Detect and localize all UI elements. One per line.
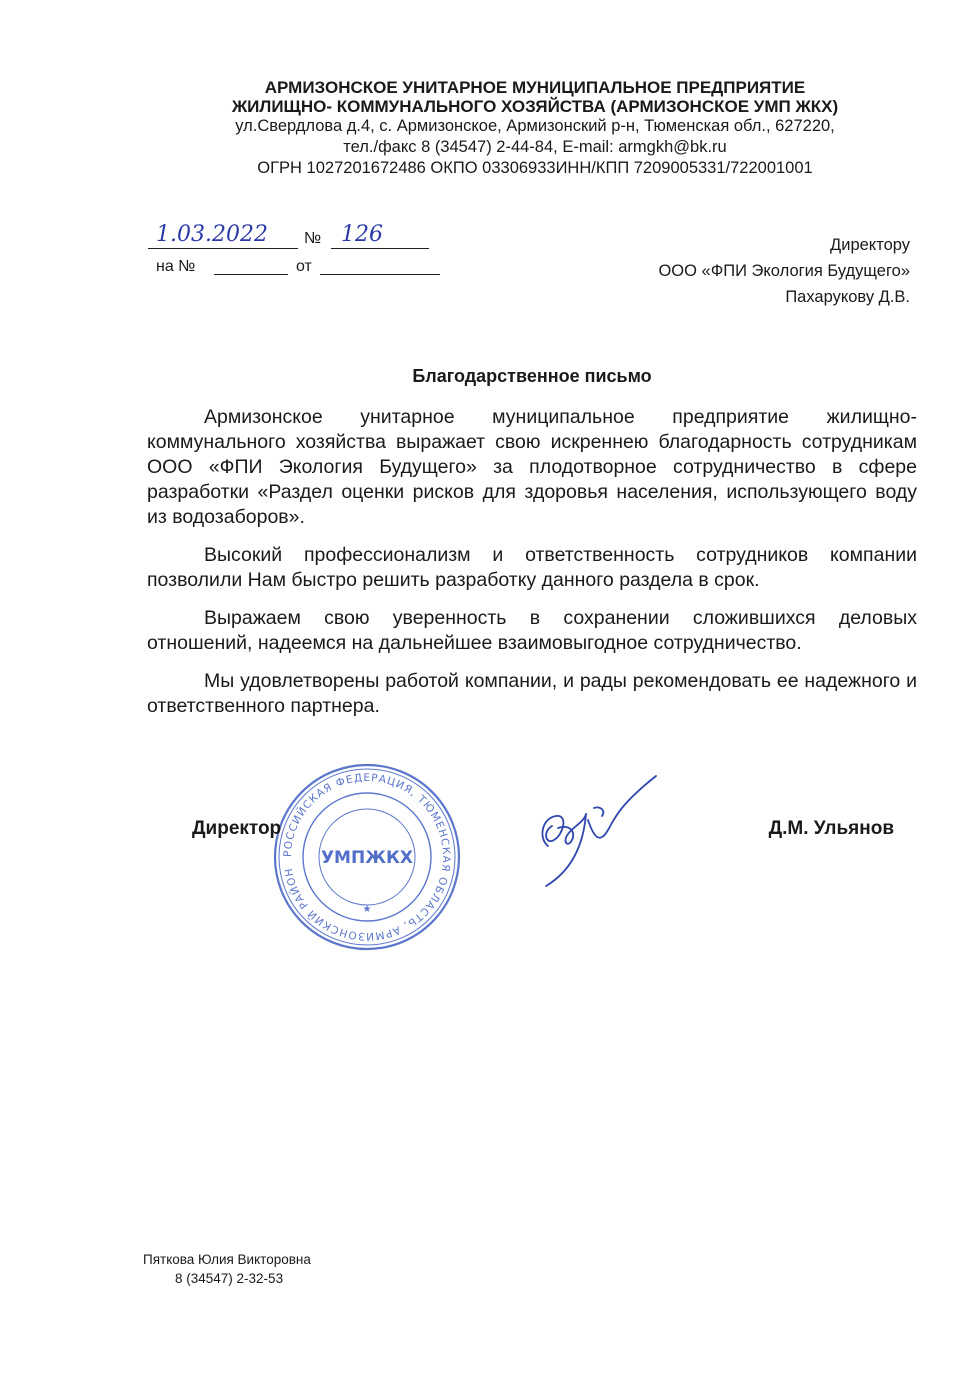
signatory-position: Директор (192, 818, 282, 839)
reply-number-line (214, 256, 288, 275)
letter-body (147, 405, 917, 732)
handwritten-date: 1.03.2022 (156, 222, 268, 247)
executor-name: Пяткова Юлия Викторовна (143, 1252, 311, 1267)
organization-stamp (272, 762, 462, 952)
date-line (148, 222, 298, 249)
number-line (331, 222, 429, 249)
reply-reference-row (156, 256, 446, 278)
recipient-name: Пахарукову Д.В. (785, 288, 910, 306)
stamp-star-icon: ★ (362, 904, 372, 915)
reply-date-line (320, 256, 440, 275)
handwritten-number: 126 (341, 222, 383, 247)
org-name-line1: АРМИЗОНСКОЕ УНИТАРНОЕ МУНИЦИПАЛЬНОЕ ПРЕДПРИЯТИЕ (264, 78, 806, 97)
executor-block (143, 1250, 311, 1288)
paragraph-3: Выражаем свою уверенность в сохранении сложившихся деловых отношений, надеемся на дальнейшее взаимовыгодное сотрудничество. (147, 607, 917, 654)
signature-row (0, 818, 980, 848)
reply-from-label: от (296, 258, 312, 275)
org-address: ул.Свердлова д.4, с. Армизонское, Армизонский р-н, Тюменская обл., 627220, (235, 117, 835, 135)
paragraph-1: Армизонское унитарное муниципальное предприятие жилищно-коммунального хозяйства выражает свою искреннею благодарность сотрудникам ООО «ФПИ Экология Будущего» за плодотворное сотрудничество в сфере разработки «Раздел оценки рисков для здоровья населения, использующего воду из водозаборов». (147, 406, 917, 528)
letter-title: Благодарственное письмо (412, 366, 652, 386)
executor-phone: 8 (34547) 2-32-53 (175, 1271, 284, 1286)
paragraph-2: Высокий профессионализм и ответственность сотрудников компании позволили Нам быстро решить разработку данного раздела в срок. (147, 544, 917, 591)
handwritten-signature (528, 768, 668, 898)
signatory-name: Д.М. Ульянов (768, 818, 894, 839)
org-contacts: тел./факс 8 (34547) 2-44-84, E-mail: armgkh@bk.ru (343, 138, 727, 156)
org-registry: ОГРН 1027201672486 ОКПО 03306933ИНН/КПП 7209005331/722001001 (257, 159, 813, 177)
recipient-position: Директору (830, 236, 910, 254)
recipient-company: ООО «ФПИ Экология Будущего» (658, 262, 910, 280)
letterhead (0, 78, 980, 179)
reply-number-label: на № (156, 258, 196, 275)
stamp-center-text: УМПЖКХ (320, 848, 414, 868)
number-label: № (304, 230, 322, 247)
org-name-line2: ЖИЛИЩНО- КОММУНАЛЬНОГО ХОЗЯЙСТВА (АРМИЗОНСКОЕ УМП ЖКХ) (231, 97, 839, 116)
stamp-ring-text: РОССИЙСКАЯ ФЕДЕРАЦИЯ, ТЮМЕНСКАЯ ОБЛАСТЬ, АРМИЗОНСКИЙ РАЙОН (281, 771, 453, 943)
recipient-block (658, 232, 910, 310)
paragraph-4: Мы удовлетворены работой компании, и рады рекомендовать ее надежного и ответственного партнера. (147, 670, 917, 717)
